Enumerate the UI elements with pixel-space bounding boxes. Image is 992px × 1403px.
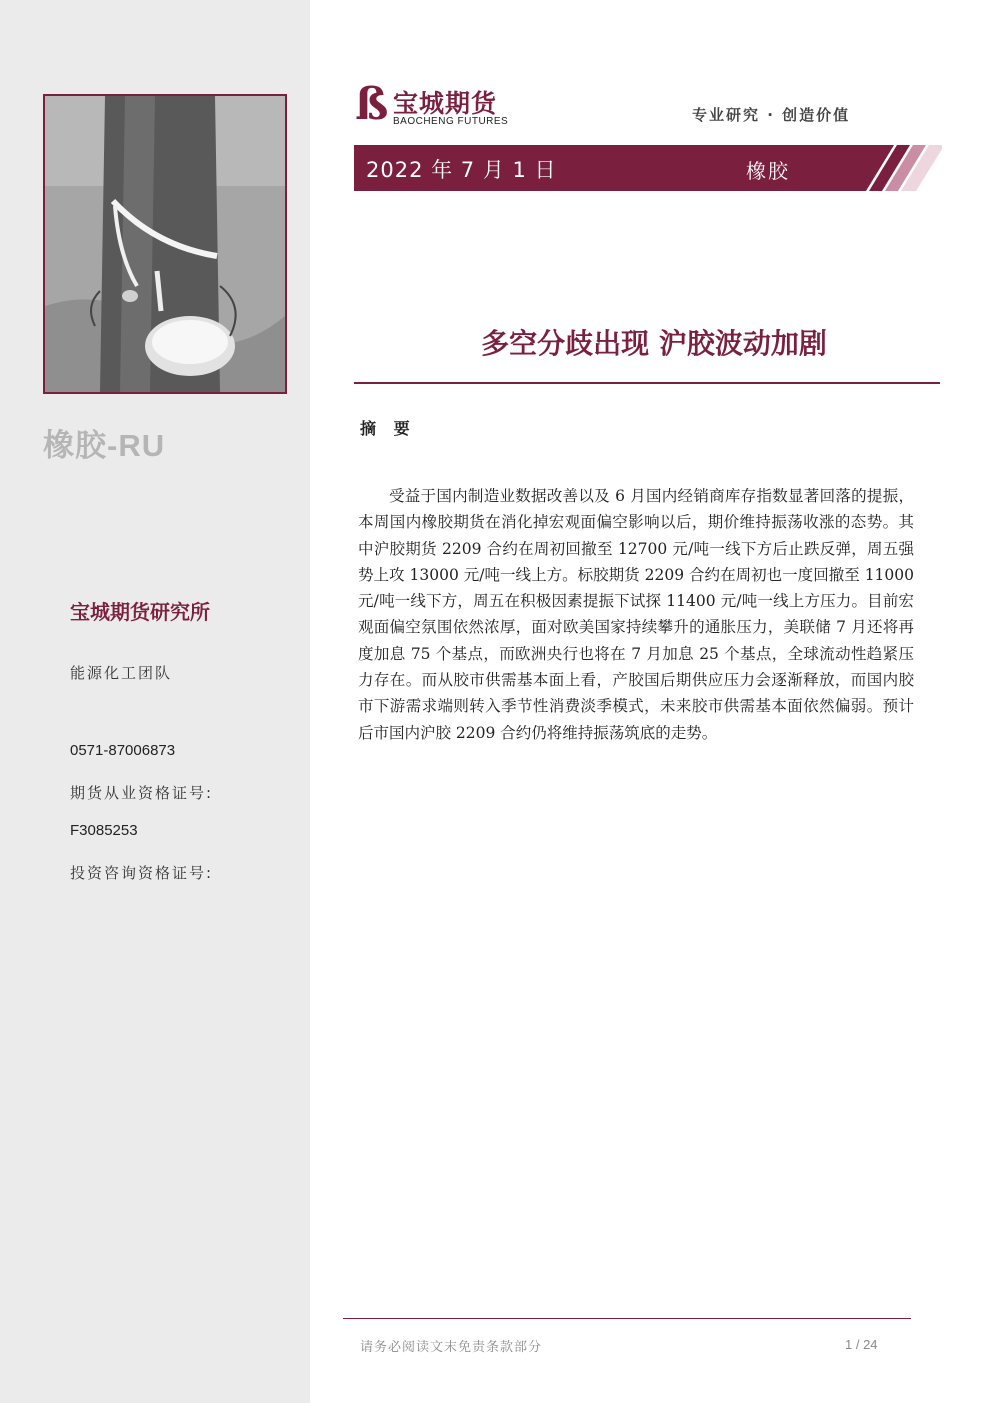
rubber-tree-photo bbox=[43, 94, 287, 394]
futures-license-label: 期货从业资格证号: bbox=[70, 784, 214, 802]
contact-phone: 0571-87006873 bbox=[70, 742, 176, 759]
commodity-code: 橡胶-RU bbox=[43, 428, 166, 463]
abstract-heading: 摘 要 bbox=[360, 419, 416, 438]
investment-license-label: 投资咨询资格证号: bbox=[70, 864, 214, 882]
report-category: 橡胶 bbox=[746, 159, 790, 183]
abstract-text: 受益于国内制造业数据改善以及 6 月国内经销商库存指数显著回落的提振，本周国内橡胶期货在消化掉宏观面偏空影响以后，期价维持振荡收涨的态势。其中沪胶期货 2209 合约在周初回撤至 12700 元/吨一线下方后止跌反弹，周五强势上攻 13000 元/吨一线上方。标胶期货 2209 合约在周初也一度回撤至 11000 元/吨一线下方，周五在积极因素提振下试探 11400 元/吨一线上方压力。目前宏观面偏空氛围依然浓厚，面对欧美国家持续攀升的通胀压力，美联储 7 月还将再度加息 75 个基点，而欧洲央行也将在 7 月加息 25 个基点，全球流动性趋紧压力存在。而从胶市供需基本面上看，产胶国后期供应压力会逐渐释放，而国内胶市下游需求端则转入季节性消费淡季模式，未来胶市供需基本面依然偏弱。预计后市国内沪胶 2209 合约仍将维持振荡筑底的走势。 bbox=[358, 487, 914, 742]
report-date: 2022 年 7 月 1 日 bbox=[366, 158, 557, 182]
company-logo bbox=[355, 79, 525, 132]
logo-chinese-name: 宝城期货 bbox=[393, 89, 498, 118]
date-banner bbox=[354, 145, 942, 191]
team-name: 能源化工团队 bbox=[70, 664, 173, 682]
page-number: 1 / 24 bbox=[845, 1337, 878, 1352]
logo-english-name: BAOCHENG FUTURES bbox=[393, 116, 509, 127]
slogan: 专业研究 · 创造价值 bbox=[692, 106, 851, 124]
rubber-tapping-image bbox=[45, 96, 285, 392]
logo-b-icon: ß bbox=[355, 79, 389, 130]
report-title: 多空分歧出现 沪胶波动加剧 bbox=[481, 327, 827, 360]
disclaimer-note: 请务必阅读文末免责条款部分 bbox=[360, 1340, 543, 1355]
sidebar bbox=[0, 0, 310, 1403]
institute-name: 宝城期货研究所 bbox=[70, 600, 210, 624]
title-divider bbox=[354, 382, 940, 384]
footer-divider bbox=[343, 1318, 911, 1319]
futures-license-number: F3085253 bbox=[70, 822, 138, 839]
